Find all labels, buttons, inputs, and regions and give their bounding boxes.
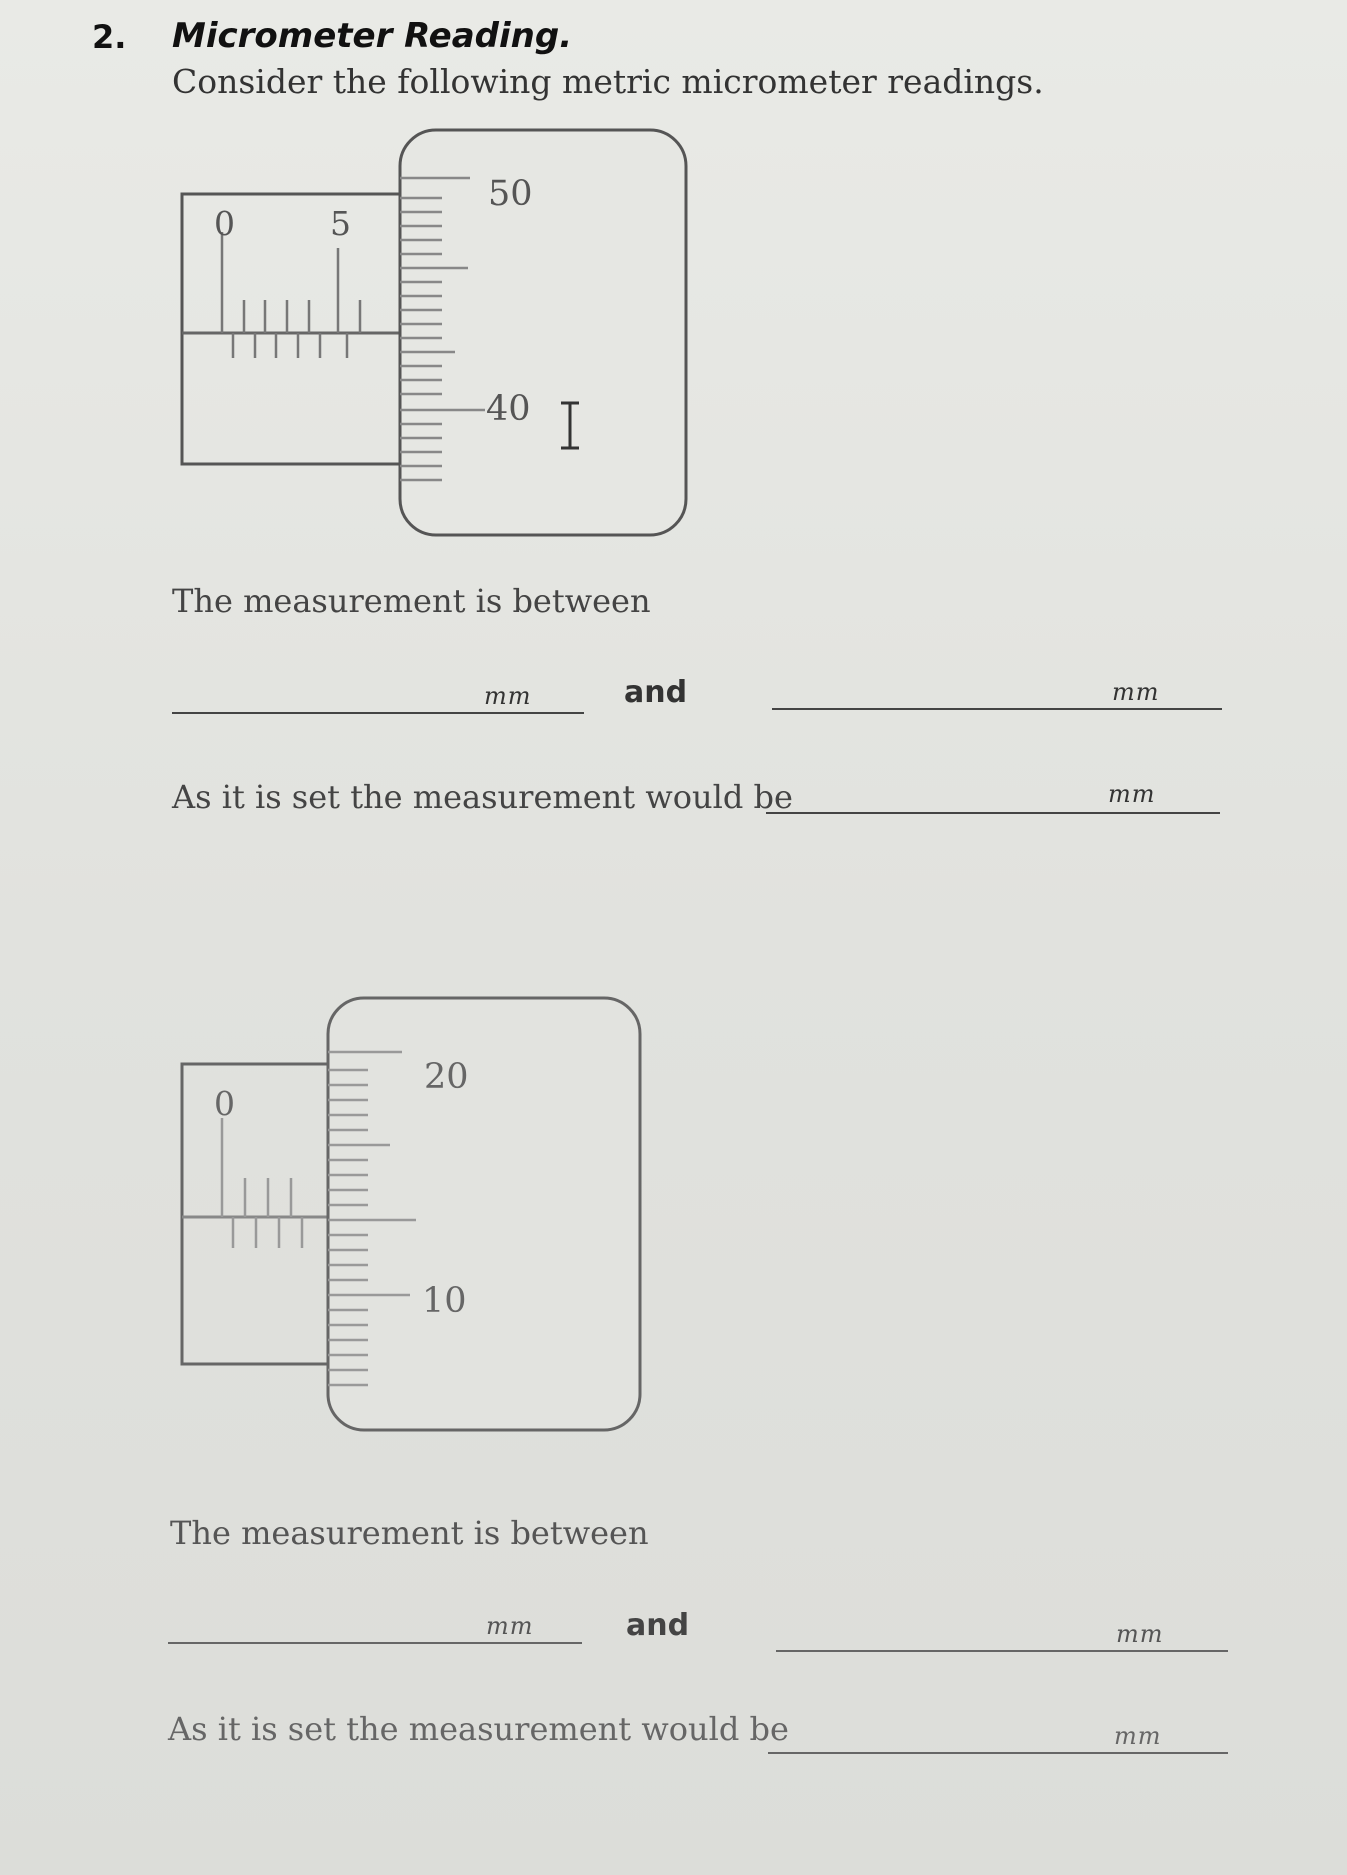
- sleeve-upper-ticks: [222, 232, 360, 333]
- between-prompt-1: The measurement is between: [172, 582, 651, 620]
- answer-blank-upper-1[interactable]: [772, 708, 1222, 710]
- and-word: and: [624, 675, 688, 710]
- unit-label: mm: [1114, 1722, 1162, 1750]
- answer-blank-lower-1[interactable]: [172, 712, 584, 714]
- thimble-label: 10: [422, 1281, 467, 1321]
- between-prompt-2: The measurement is between: [170, 1514, 649, 1552]
- answer-blank-set-2[interactable]: [768, 1752, 1228, 1754]
- micrometer-diagram-1: [170, 120, 700, 545]
- sleeve-lower-ticks: [233, 333, 347, 358]
- sleeve-label: 5: [330, 204, 351, 243]
- sleeve-upper-ticks: [222, 1118, 291, 1217]
- and-word: and: [626, 1608, 690, 1643]
- thimble: [328, 998, 640, 1430]
- question-title: Micrometer Reading.: [172, 16, 573, 56]
- unit-label: mm: [1112, 678, 1160, 706]
- answer-blank-lower-2[interactable]: [168, 1642, 582, 1644]
- thimble-label: 40: [486, 389, 531, 429]
- sleeve-label: 0: [214, 1084, 235, 1123]
- unit-label: mm: [1108, 780, 1156, 808]
- question-number: 2.: [92, 18, 127, 56]
- set-prompt-1: As it is set the measurement would be: [172, 778, 793, 816]
- thimble-label: 50: [488, 174, 533, 214]
- answer-blank-upper-2[interactable]: [776, 1650, 1228, 1652]
- thimble-label: 20: [424, 1057, 469, 1097]
- unit-label: mm: [484, 682, 532, 710]
- sleeve-label: 0: [214, 204, 235, 243]
- unit-label: mm: [486, 1612, 534, 1640]
- micrometer-diagram-2: [170, 990, 650, 1440]
- answer-blank-set-1[interactable]: [766, 812, 1220, 814]
- unit-label: mm: [1116, 1620, 1164, 1648]
- set-prompt-2: As it is set the measurement would be: [168, 1710, 789, 1748]
- question-subtitle: Consider the following metric micrometer readings.: [172, 62, 1044, 101]
- thimble: [400, 130, 686, 535]
- sleeve-lower-ticks: [233, 1217, 302, 1248]
